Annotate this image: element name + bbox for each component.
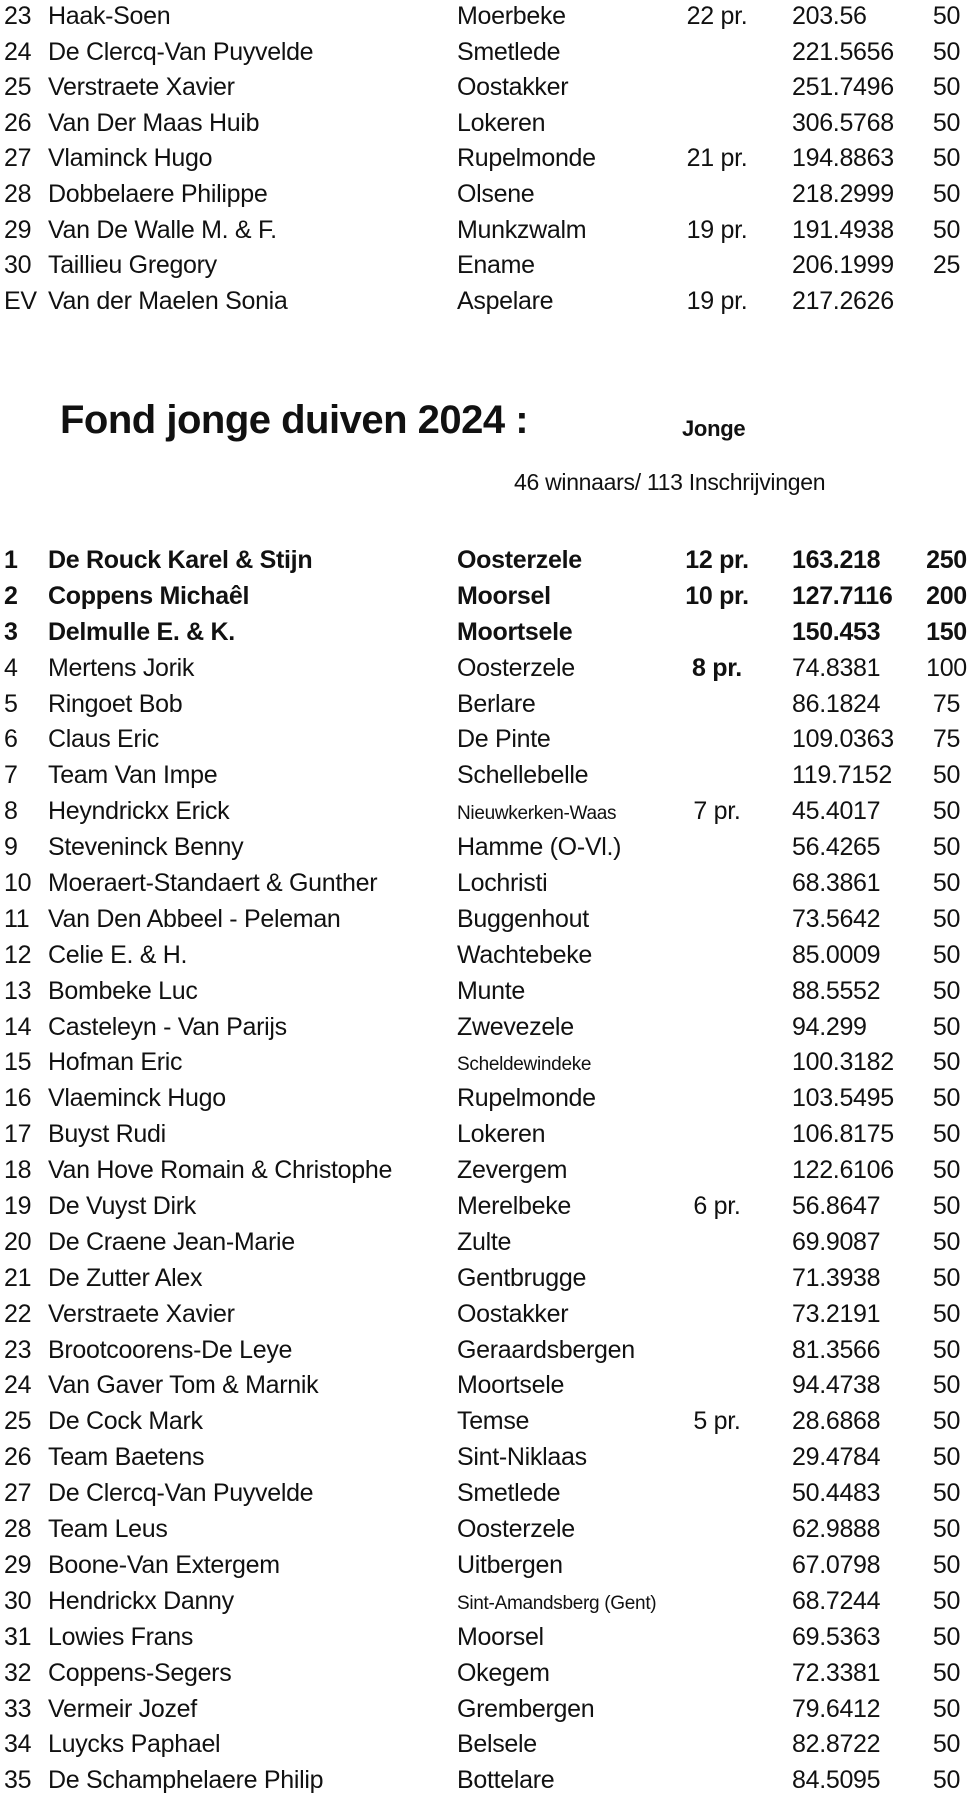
table-row [0, 177, 975, 213]
points-cell: 50 [932, 215, 961, 244]
place-cell: Munkzwalm [457, 215, 587, 244]
coefficient-cell: 86.1824 [792, 689, 881, 718]
name-cell: Lowies Frans [48, 1622, 194, 1651]
table-row [0, 938, 975, 974]
prizes-cell: 8 pr. [692, 653, 742, 682]
table-row [0, 70, 975, 106]
prizes-cell: 6 pr. [693, 1192, 741, 1221]
points-cell: 50 [932, 904, 961, 933]
place-cell: Sint-Niklaas [457, 1443, 587, 1472]
table-row [0, 1333, 975, 1369]
rank-cell: 26 [4, 1443, 32, 1472]
name-cell: De Clercq-Van Puyvelde [48, 37, 314, 66]
rank-cell: 1 [4, 546, 18, 574]
name-cell: De Vuyst Dirk [48, 1192, 196, 1221]
name-cell: Moeraert-Standaert & Gunther [48, 869, 378, 898]
coefficient-cell: 68.3861 [792, 869, 881, 898]
coefficient-cell: 94.4738 [792, 1371, 881, 1400]
table-row [0, 1404, 975, 1440]
coefficient-cell: 50.4483 [792, 1479, 881, 1508]
points-cell: 50 [932, 1048, 961, 1077]
place-cell: Rupelmonde [457, 1084, 596, 1113]
table-row [0, 284, 975, 320]
table-row [0, 830, 975, 866]
coefficient-cell: 221.5656 [792, 37, 894, 66]
points-cell: 50 [932, 1515, 961, 1544]
coefficient-cell: 68.7244 [792, 1586, 881, 1615]
place-cell: Buggenhout [457, 904, 589, 933]
rank-cell: 4 [4, 653, 18, 682]
points-cell: 200 [926, 581, 967, 610]
points-cell: 50 [932, 1084, 961, 1113]
rank-cell: 28 [4, 1515, 32, 1544]
coefficient-cell: 251.7496 [792, 73, 894, 102]
table-row [0, 1225, 975, 1261]
rank-cell: 23 [4, 1335, 32, 1364]
name-cell: Van Der Maas Huib [48, 108, 260, 137]
points-cell: 100 [926, 653, 967, 682]
coefficient-cell: 88.5552 [792, 976, 881, 1005]
points-cell: 50 [932, 73, 961, 102]
place-cell: Olsene [457, 179, 535, 208]
points-cell: 50 [932, 761, 961, 790]
rank-cell: 24 [4, 1371, 32, 1400]
name-cell: De Zutter Alex [48, 1263, 203, 1292]
rank-cell: 6 [4, 725, 18, 754]
rank-cell: 35 [4, 1766, 32, 1795]
prizes-cell: 19 pr. [686, 215, 748, 244]
table-row [0, 758, 975, 794]
table-row [0, 1368, 975, 1404]
table-row [0, 1476, 975, 1512]
table-row [0, 35, 975, 71]
table-row [0, 1656, 975, 1692]
prizes-cell: 21 pr. [686, 144, 748, 173]
points-cell: 50 [932, 1371, 961, 1400]
table-row [0, 1117, 975, 1153]
points-cell: 50 [932, 144, 961, 173]
name-cell: Team Van Impe [48, 761, 218, 790]
table-row [0, 543, 975, 579]
table-row [0, 722, 975, 758]
name-cell: Luycks Paphael [48, 1730, 221, 1759]
coefficient-cell: 119.7152 [792, 761, 893, 790]
table-row [0, 1584, 975, 1620]
place-cell: Nieuwkerken-Waas [457, 803, 617, 825]
rank-cell: 32 [4, 1658, 32, 1687]
coefficient-cell: 127.7116 [792, 581, 893, 610]
coefficient-cell: 191.4938 [792, 215, 894, 244]
name-cell: Van der Maelen Sonia [48, 286, 288, 315]
rank-cell: 25 [4, 73, 32, 102]
coefficient-cell: 45.4017 [792, 797, 881, 826]
points-cell: 50 [932, 1479, 961, 1508]
coefficient-cell: 218.2999 [792, 179, 894, 208]
name-cell: Van Den Abbeel - Peleman [48, 904, 341, 933]
place-cell: Smetlede [457, 1479, 561, 1508]
coefficient-cell: 81.3566 [792, 1335, 881, 1364]
table-row [0, 1548, 975, 1584]
name-cell: Heyndrickx Erick [48, 797, 230, 826]
name-cell: De Craene Jean-Marie [48, 1227, 295, 1256]
coefficient-cell: 206.1999 [792, 251, 894, 280]
table-row [0, 1512, 975, 1548]
table-row [0, 794, 975, 830]
points-cell: 50 [932, 1156, 961, 1185]
rank-cell: 22 [4, 1299, 32, 1328]
coefficient-cell: 306.5768 [792, 108, 894, 137]
rank-cell: 34 [4, 1730, 32, 1759]
table-row [0, 0, 975, 35]
points-cell: 50 [932, 1120, 961, 1149]
place-cell: Oostakker [457, 1299, 569, 1328]
points-cell: 50 [932, 976, 961, 1005]
coefficient-cell: 109.0363 [792, 725, 894, 754]
name-cell: Coppens-Segers [48, 1658, 232, 1687]
table-row [0, 141, 975, 177]
place-cell: Gentbrugge [457, 1263, 587, 1292]
table-row [0, 248, 975, 284]
name-cell: Steveninck Benny [48, 833, 244, 862]
name-cell: Buyst Rudi [48, 1120, 166, 1149]
place-cell: De Pinte [457, 725, 551, 754]
place-cell: Wachtebeke [457, 940, 593, 969]
place-cell: Smetlede [457, 37, 561, 66]
place-cell: Moorsel [457, 1622, 544, 1651]
coefficient-cell: 72.3381 [792, 1658, 881, 1687]
points-cell: 50 [932, 869, 961, 898]
name-cell: Verstraete Xavier [48, 73, 235, 102]
points-cell: 50 [932, 1658, 961, 1687]
place-cell: Ename [457, 251, 535, 280]
previous-section-table [0, 0, 975, 319]
table-row [0, 1692, 975, 1728]
results-table [0, 543, 975, 1799]
name-cell: Delmulle E. & K. [48, 617, 235, 646]
table-row [0, 1727, 975, 1763]
points-cell: 50 [932, 2, 961, 30]
points-cell: 50 [932, 940, 961, 969]
name-cell: De Cock Mark [48, 1407, 203, 1436]
rank-cell: 12 [4, 940, 32, 969]
name-cell: Bombeke Luc [48, 976, 198, 1005]
coefficient-cell: 94.299 [792, 1012, 867, 1041]
place-cell: Zevergem [457, 1156, 568, 1185]
table-row [0, 1440, 975, 1476]
name-cell: Verstraete Xavier [48, 1299, 235, 1328]
place-cell: Sint-Amandsberg (Gent) [457, 1592, 657, 1614]
coefficient-cell: 56.8647 [792, 1192, 881, 1221]
points-cell: 75 [932, 725, 961, 754]
rank-cell: EV [4, 286, 37, 315]
place-cell: Rupelmonde [457, 144, 596, 173]
coefficient-cell: 194.8863 [792, 144, 894, 173]
points-cell: 50 [932, 833, 961, 862]
coefficient-cell: 67.0798 [792, 1550, 881, 1579]
points-cell: 50 [932, 1335, 961, 1364]
points-cell: 25 [932, 251, 961, 280]
rank-cell: 13 [4, 976, 32, 1005]
coefficient-cell: 73.5642 [792, 904, 881, 933]
place-cell: Bottelare [457, 1766, 555, 1795]
rank-cell: 30 [4, 1586, 32, 1615]
table-row [0, 1045, 975, 1081]
name-cell: Van Gaver Tom & Marnik [48, 1371, 319, 1400]
rank-cell: 30 [4, 251, 32, 280]
table-row [0, 106, 975, 142]
table-row [0, 1261, 975, 1297]
coefficient-cell: 150.453 [792, 617, 881, 646]
points-cell: 150 [926, 617, 967, 646]
table-row [0, 615, 975, 651]
table-row [0, 1620, 975, 1656]
name-cell: Vermeir Jozef [48, 1694, 197, 1723]
place-cell: Oostakker [457, 73, 569, 102]
name-cell: Van Hove Romain & Christophe [48, 1156, 393, 1185]
rank-cell: 17 [4, 1120, 32, 1149]
rank-cell: 16 [4, 1084, 32, 1113]
coefficient-cell: 84.5095 [792, 1766, 881, 1795]
points-cell: 50 [932, 1766, 961, 1795]
coefficient-cell: 79.6412 [792, 1694, 881, 1723]
points-cell: 50 [932, 1012, 961, 1041]
coefficient-cell: 163.218 [792, 546, 881, 574]
place-cell: Aspelare [457, 286, 554, 315]
rank-cell: 7 [4, 761, 18, 790]
name-cell: Vlaminck Hugo [48, 144, 213, 173]
name-cell: Hofman Eric [48, 1048, 183, 1077]
place-cell: Moortsele [457, 617, 573, 646]
rank-cell: 29 [4, 1550, 32, 1579]
rank-cell: 27 [4, 1479, 32, 1508]
name-cell: Celie E. & H. [48, 940, 188, 969]
points-cell: 50 [932, 37, 961, 66]
name-cell: Haak-Soen [48, 2, 171, 30]
table-row [0, 1153, 975, 1189]
coefficient-cell: 56.4265 [792, 833, 881, 862]
points-cell: 50 [932, 1407, 961, 1436]
place-cell: Okegem [457, 1658, 550, 1687]
points-cell: 50 [932, 1622, 961, 1651]
place-cell: Belsele [457, 1730, 537, 1759]
name-cell: Team Baetens [48, 1443, 205, 1472]
place-cell: Temse [457, 1407, 530, 1436]
rank-cell: 27 [4, 144, 32, 173]
points-cell: 50 [932, 1730, 961, 1759]
rank-cell: 8 [4, 797, 18, 826]
table-row [0, 213, 975, 249]
table-row [0, 651, 975, 687]
coefficient-cell: 203.56 [792, 2, 867, 30]
prizes-cell: 12 pr. [685, 546, 749, 574]
place-cell: Moerbeke [457, 2, 566, 30]
category-label: Jonge [682, 416, 746, 441]
table-row [0, 974, 975, 1010]
place-cell: Lokeren [457, 108, 546, 137]
points-cell: 50 [932, 1227, 961, 1256]
stats-line: 46 winnaars/ 113 Inschrijvingen [514, 469, 826, 495]
name-cell: Team Leus [48, 1515, 168, 1544]
place-cell: Lokeren [457, 1120, 546, 1149]
name-cell: Casteleyn - Van Parijs [48, 1012, 287, 1041]
rank-cell: 24 [4, 37, 32, 66]
name-cell: Claus Eric [48, 725, 159, 754]
coefficient-cell: 106.8175 [792, 1120, 894, 1149]
coefficient-cell: 71.3938 [792, 1263, 881, 1292]
rank-cell: 9 [4, 833, 18, 862]
rank-cell: 2 [4, 581, 18, 610]
points-cell: 50 [932, 797, 961, 826]
prizes-cell: 7 pr. [693, 797, 741, 826]
coefficient-cell: 100.3182 [792, 1048, 894, 1077]
rank-cell: 26 [4, 108, 32, 137]
points-cell: 50 [932, 1299, 961, 1328]
name-cell: Ringoet Bob [48, 689, 183, 718]
prizes-cell: 10 pr. [685, 581, 749, 610]
points-cell: 50 [932, 108, 961, 137]
coefficient-cell: 217.2626 [792, 286, 894, 315]
points-cell: 75 [932, 689, 961, 718]
points-cell: 50 [932, 1443, 961, 1472]
name-cell: De Rouck Karel & Stijn [48, 546, 313, 574]
points-cell: 50 [932, 1694, 961, 1723]
name-cell: Mertens Jorik [48, 653, 195, 682]
place-cell: Oosterzele [457, 546, 582, 574]
table-row [0, 1010, 975, 1046]
table-row [0, 1297, 975, 1333]
coefficient-cell: 62.9888 [792, 1515, 881, 1544]
table-row [0, 902, 975, 938]
prizes-cell: 19 pr. [686, 286, 748, 315]
name-cell: Coppens Michaêl [48, 581, 250, 610]
rank-cell: 3 [4, 617, 18, 646]
place-cell: Zulte [457, 1227, 512, 1256]
table-row [0, 1081, 975, 1117]
rank-cell: 29 [4, 215, 32, 244]
rank-cell: 28 [4, 179, 32, 208]
rank-cell: 15 [4, 1048, 32, 1077]
coefficient-cell: 85.0009 [792, 940, 881, 969]
place-cell: Geraardsbergen [457, 1335, 635, 1364]
name-cell: Van De Walle M. & F. [48, 215, 277, 244]
points-cell: 50 [932, 1192, 961, 1221]
name-cell: Taillieu Gregory [48, 251, 217, 280]
coefficient-cell: 122.6106 [792, 1156, 894, 1185]
rank-cell: 33 [4, 1694, 32, 1723]
coefficient-cell: 28.6868 [792, 1407, 881, 1436]
name-cell: Brootcoorens-De Leye [48, 1335, 293, 1364]
rank-cell: 21 [4, 1263, 32, 1292]
points-cell: 50 [932, 1263, 961, 1292]
rank-cell: 5 [4, 689, 18, 718]
points-cell: 50 [932, 1586, 961, 1615]
place-cell: Scheldewindeke [457, 1054, 592, 1076]
place-cell: Munte [457, 976, 525, 1005]
points-cell: 50 [932, 1550, 961, 1579]
name-cell: Boone-Van Extergem [48, 1550, 280, 1579]
rank-cell: 23 [4, 2, 32, 30]
place-cell: Hamme (O-Vl.) [457, 833, 622, 862]
name-cell: Vlaeminck Hugo [48, 1084, 226, 1113]
place-cell: Moorsel [457, 581, 551, 610]
place-cell: Berlare [457, 689, 536, 718]
place-cell: Merelbeke [457, 1192, 572, 1221]
coefficient-cell: 29.4784 [792, 1443, 881, 1472]
rank-cell: 20 [4, 1227, 32, 1256]
coefficient-cell: 69.5363 [792, 1622, 881, 1651]
prizes-cell: 22 pr. [686, 2, 748, 30]
name-cell: De Clercq-Van Puyvelde [48, 1479, 314, 1508]
rank-cell: 11 [4, 904, 30, 933]
table-row [0, 579, 975, 615]
coefficient-cell: 74.8381 [792, 653, 881, 682]
points-cell: 50 [932, 179, 961, 208]
place-cell: Moortsele [457, 1371, 565, 1400]
table-row [0, 1189, 975, 1225]
place-cell: Schellebelle [457, 761, 589, 790]
place-cell: Uitbergen [457, 1550, 563, 1579]
coefficient-cell: 73.2191 [792, 1299, 881, 1328]
place-cell: Oosterzele [457, 653, 575, 682]
points-cell: 250 [926, 546, 967, 574]
coefficient-cell: 82.8722 [792, 1730, 881, 1759]
table-row [0, 687, 975, 723]
place-cell: Oosterzele [457, 1515, 575, 1544]
table-row [0, 866, 975, 902]
rank-cell: 19 [4, 1192, 32, 1221]
coefficient-cell: 103.5495 [792, 1084, 894, 1113]
place-cell: Lochristi [457, 869, 548, 898]
name-cell: De Schamphelaere Philip [48, 1766, 324, 1795]
rank-cell: 31 [4, 1622, 32, 1651]
table-row [0, 1763, 975, 1799]
place-cell: Grembergen [457, 1694, 595, 1723]
coefficient-cell: 69.9087 [792, 1227, 881, 1256]
name-cell: Dobbelaere Philippe [48, 179, 268, 208]
rank-cell: 18 [4, 1156, 32, 1185]
prizes-cell: 5 pr. [693, 1407, 741, 1436]
place-cell: Zwevezele [457, 1012, 574, 1041]
rank-cell: 10 [4, 869, 32, 898]
section-title: Fond jonge duiven 2024 : [60, 398, 529, 442]
rank-cell: 25 [4, 1407, 32, 1436]
rank-cell: 14 [4, 1012, 32, 1041]
name-cell: Hendrickx Danny [48, 1586, 234, 1615]
